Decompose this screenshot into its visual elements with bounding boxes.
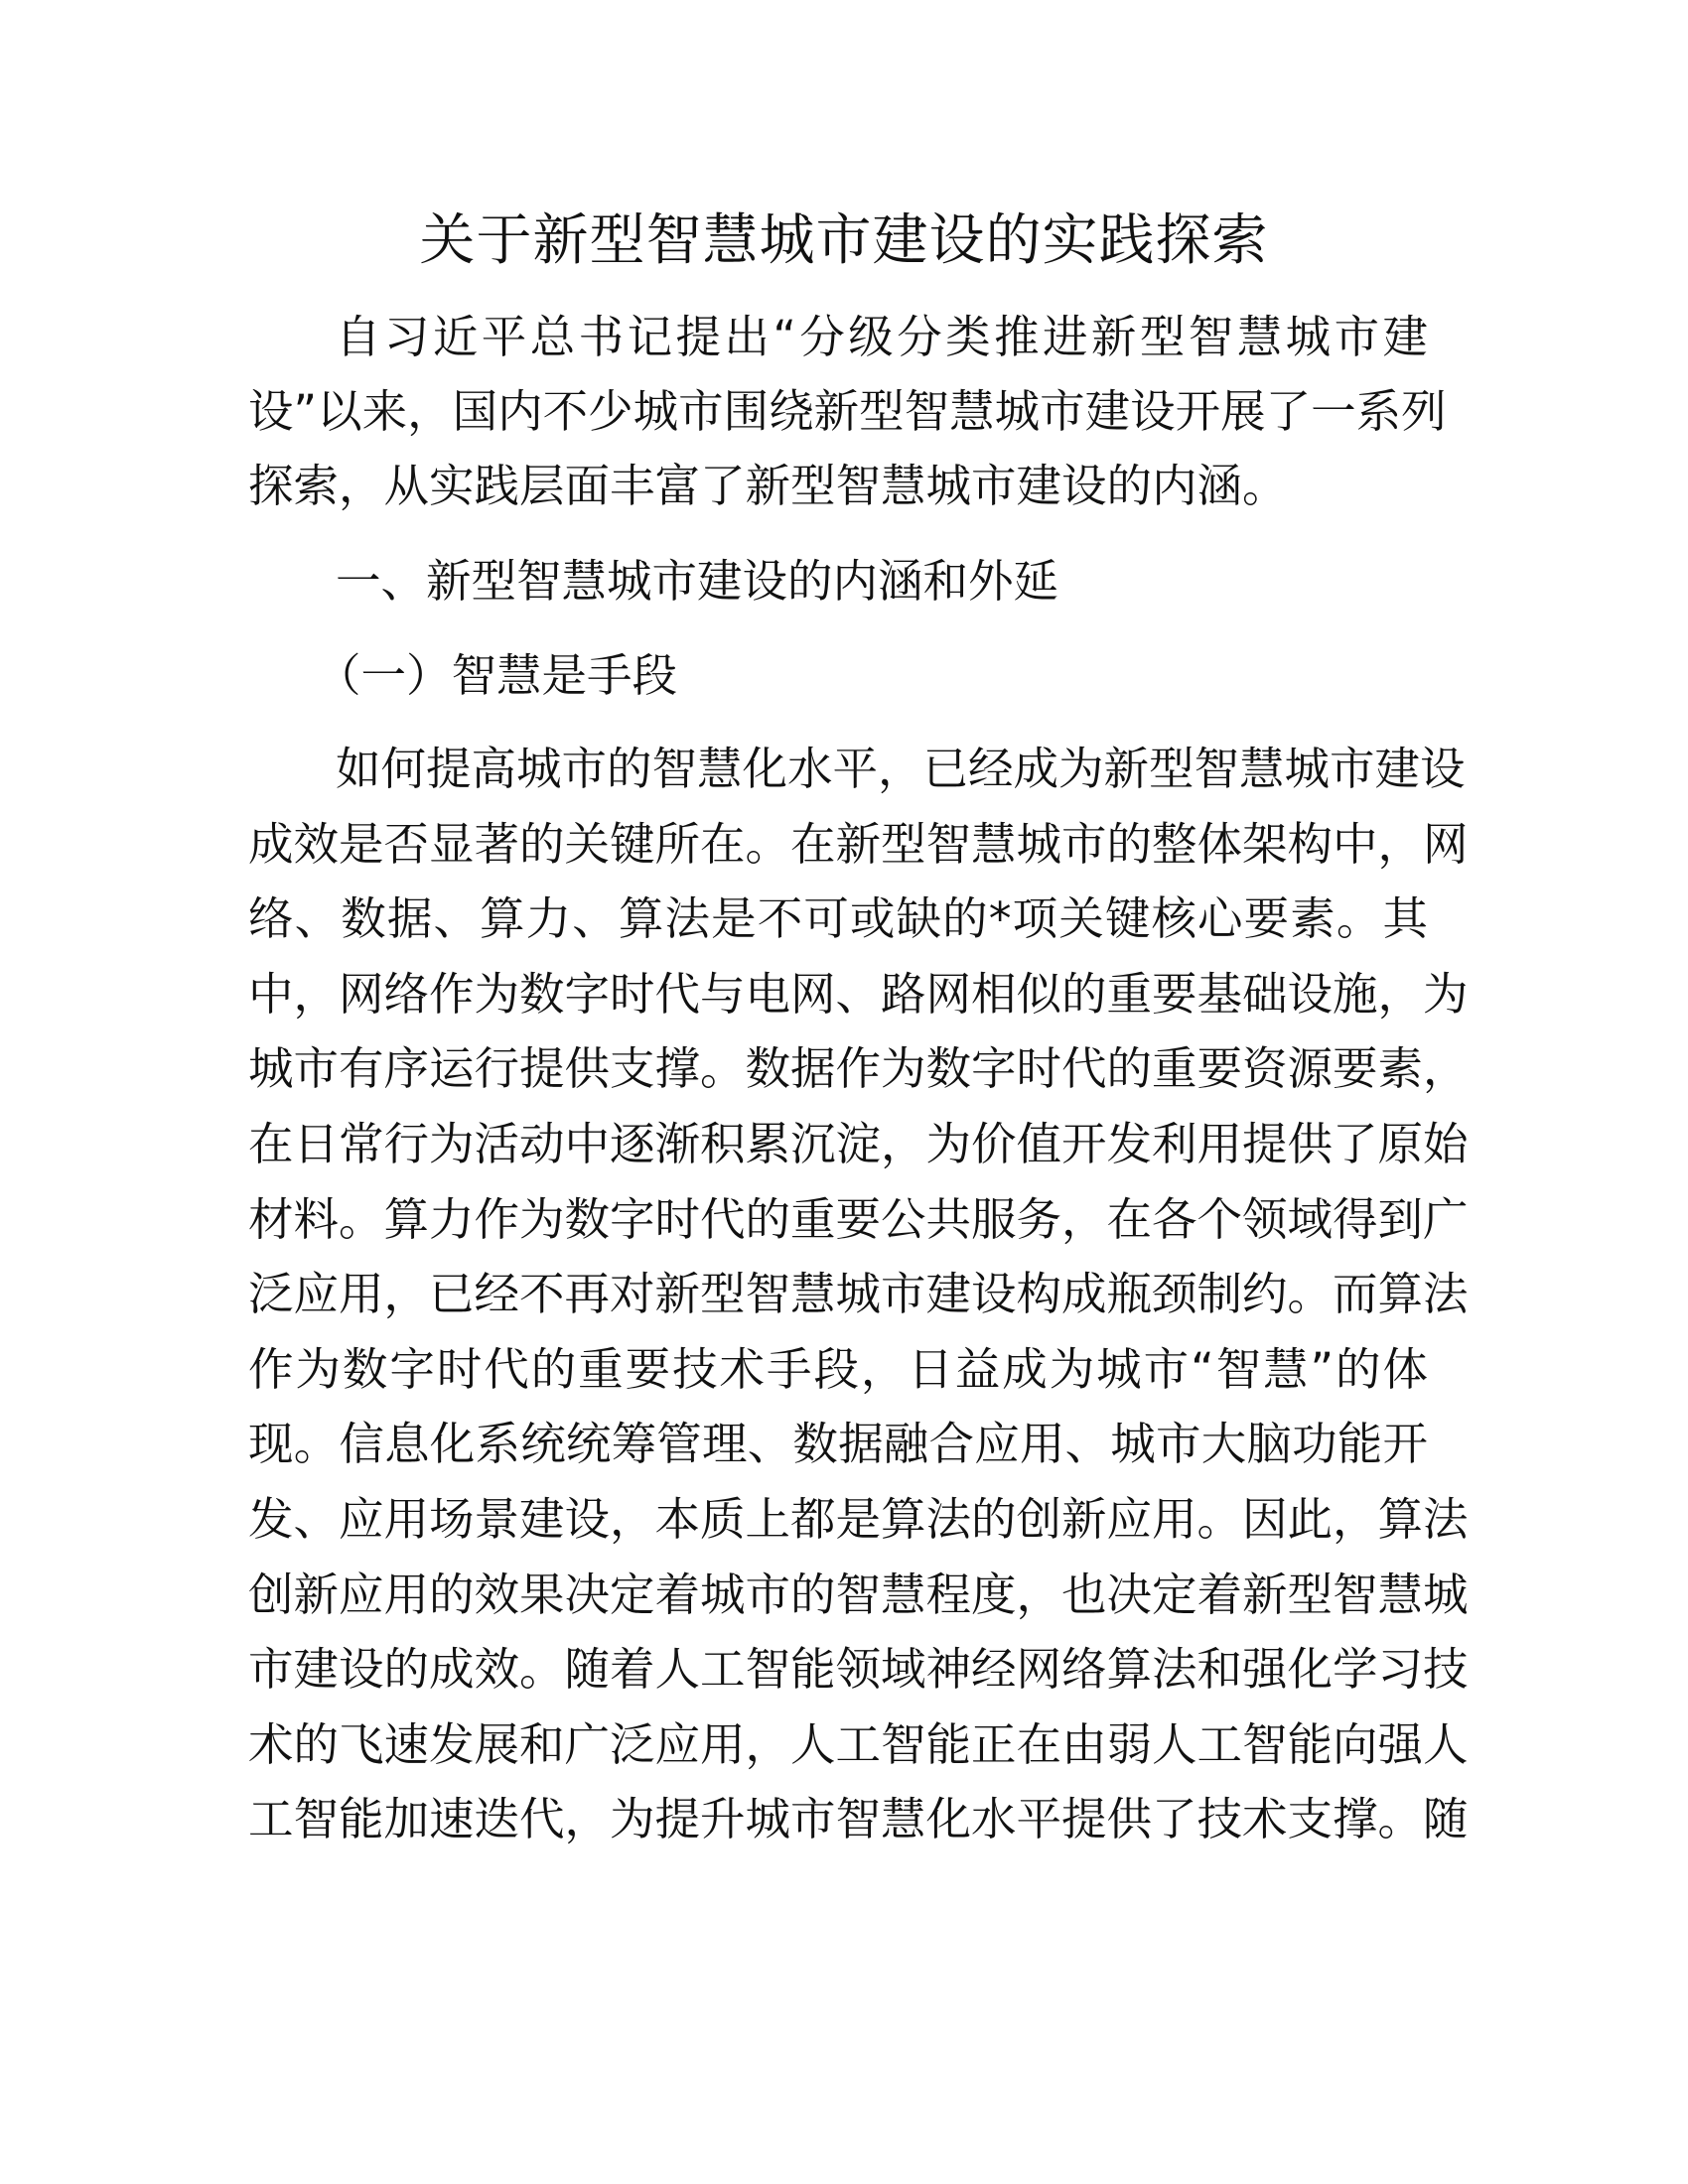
body-line: 术的飞速发展和广泛应用，人工智能正在由弱人工智能向强人	[248, 1717, 1469, 1771]
body-line: 中，网络作为数字时代与电网、路网相似的重要基础设施，为	[248, 967, 1469, 1021]
document-title: 关于新型智慧城市建设的实践探索	[419, 208, 1269, 273]
body-line: 城市有序运行提供支撑。数据作为数字时代的重要资源要素，	[248, 1042, 1469, 1096]
body-line: 如何提高城市的智慧化水平，已经成为新型智慧城市建设	[336, 743, 1466, 795]
body-line: 工智能加速迭代，为提升城市智慧化水平提供了技术支撑。随	[248, 1793, 1469, 1846]
intro-line: 设”以来，国内不少城市围绕新型智慧城市建设开展了一系列	[248, 385, 1447, 438]
intro-line: 探索，从实践层面丰富了新型智慧城市建设的内涵。	[248, 460, 1288, 512]
intro-line: 自习近平总书记提出“分级分类推进新型智慧城市建	[336, 311, 1428, 363]
body-line: 材料。算力作为数字时代的重要公共服务，在各个领域得到广	[248, 1192, 1469, 1246]
body-line: 在日常行为活动中逐渐积累沉淀，为价值开发利用提供了原始	[248, 1118, 1469, 1170]
body-line: 泛应用，已经不再对新型智慧城市建设构成瓶颈制约。而算法	[248, 1268, 1469, 1321]
body-line: 市建设的成效。随着人工智能领域神经网络算法和强化学习技	[248, 1643, 1469, 1697]
body-line: 成效是否显著的关键所在。在新型智慧城市的整体架构中，网	[248, 817, 1469, 871]
body-line: 发、应用场景建设，本质上都是算法的创新应用。因此，算法	[248, 1493, 1469, 1546]
section-heading: 一、新型智慧城市建设的内涵和外延	[336, 555, 1059, 608]
body-line: 络、数据、算力、算法是不可或缺的*项关键核心要素。其	[248, 892, 1428, 946]
subsection-heading: （一）智慧是手段	[316, 649, 678, 702]
body-line: 创新应用的效果决定着城市的智慧程度，也决定着新型智慧城	[248, 1568, 1469, 1621]
body-line: 作为数字时代的重要技术手段，日益成为城市“智慧”的体	[248, 1342, 1428, 1396]
body-line: 现。信息化系统统筹管理、数据融合应用、城市大脑功能开	[248, 1418, 1428, 1471]
